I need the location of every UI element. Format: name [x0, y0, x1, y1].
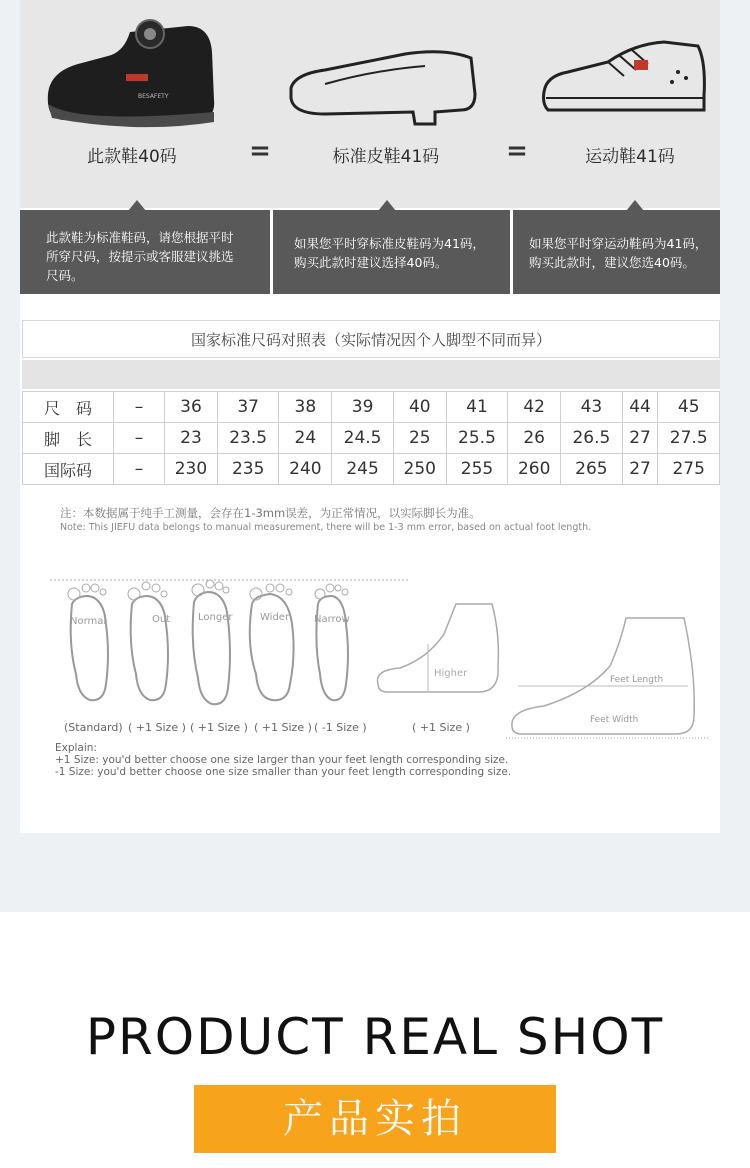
table-cell: 23.5: [217, 423, 278, 454]
note-1-line-2: 所穿尺码，按提示或客服建议挑选: [46, 249, 234, 264]
size-chart-title: 国家标准尺码对照表（实际情况因个人脚型不同而异）: [22, 320, 720, 358]
table-cell: 36: [165, 392, 218, 423]
section-headline: PRODUCT REAL SHOT: [85, 1008, 665, 1066]
safety-boot-image: [38, 12, 228, 130]
shoe-3-caption: 运动鞋41码: [585, 147, 675, 167]
table-cell: 25: [393, 423, 446, 454]
table-cell: 27: [622, 454, 658, 485]
row-dash: –: [114, 392, 165, 423]
table-cell: 240: [279, 454, 332, 485]
table-cell: 230: [165, 454, 218, 485]
caption-standard: (Standard): [64, 721, 123, 734]
caption-wider: ( +1 Size ): [254, 721, 312, 734]
foot-label-longer: Longer: [198, 612, 233, 623]
foot-label-higher: Higher: [434, 668, 468, 679]
table-cell: 260: [508, 454, 561, 485]
table-cell: 24: [279, 423, 332, 454]
foot-type-diagram: [48, 574, 712, 744]
note-panel-2: [273, 210, 510, 294]
table-row: [23, 423, 720, 454]
table-cell: 38: [279, 392, 332, 423]
table-cell: 23: [165, 423, 218, 454]
caption-higher: ( +1 Size ): [412, 721, 470, 734]
table-cell: 26: [508, 423, 561, 454]
table-cell: 24.5: [332, 423, 393, 454]
dress-shoe-outline: [285, 40, 485, 130]
table-cell: 26.5: [561, 423, 622, 454]
row-label: 尺 码: [23, 392, 114, 423]
note-2-line-2: 购买此款时建议选择40码。: [294, 255, 448, 270]
table-cell: 275: [658, 454, 720, 485]
foot-label-wider: Wider: [260, 612, 290, 623]
caption-out: ( +1 Size ): [128, 721, 186, 734]
shoe-1-caption: 此款鞋40码: [87, 147, 177, 167]
sneaker-outline: [538, 32, 710, 122]
table-cell: 255: [446, 454, 507, 485]
table-cell: 27.5: [658, 423, 720, 454]
feet-width-label: Feet Width: [590, 715, 639, 725]
table-cell: 235: [217, 454, 278, 485]
note-2-line-1: 如果您平时穿标准皮鞋码为41码，: [294, 236, 485, 251]
foot-label-out: Out: [152, 614, 171, 625]
note-panel-3: [513, 210, 720, 294]
table-cell: 44: [622, 392, 658, 423]
equals-sign-1: =: [249, 136, 271, 166]
disclaimer-cn: 注：本数据属于纯手工测量，会存在1-3mm误差，为正常情况，以实际脚长为准。: [60, 506, 481, 520]
disclaimer-en: Note: This JIEFU data belongs to manual measurement, there will be 1-3 mm error, based on actual foot length.: [60, 522, 592, 533]
explain-line-1: +1 Size: you'd better choose one size larger than your feet length corresponding size.: [55, 754, 509, 766]
explain-title: Explain:: [55, 742, 97, 754]
note-3-line-1: 如果您平时穿运动鞋码为41码，: [529, 236, 708, 251]
table-cell: 250: [393, 454, 446, 485]
table-cell: 41: [446, 392, 507, 423]
row-label: 脚 长: [23, 423, 114, 454]
table-row: [23, 392, 720, 423]
equals-sign-2: =: [506, 136, 528, 166]
table-cell: 27: [622, 423, 658, 454]
table-cell: 45: [658, 392, 720, 423]
table-cell: 245: [332, 454, 393, 485]
table-cell: 42: [508, 392, 561, 423]
shoe-2-caption: 标准皮鞋41码: [332, 147, 440, 167]
explain-block: [55, 742, 511, 778]
table-cell: 37: [217, 392, 278, 423]
foot-label-narrow: Narrow: [314, 614, 350, 625]
size-chart-table: [22, 391, 720, 485]
note-3-line-2: 购买此款时，建议您选40码。: [529, 255, 695, 270]
table-cell: 25.5: [446, 423, 507, 454]
row-dash: –: [114, 454, 165, 485]
row-label: 国际码: [23, 454, 114, 485]
table-row: [23, 454, 720, 485]
table-cell: 40: [393, 392, 446, 423]
note-panel-1: [20, 210, 270, 294]
caption-narrow: ( -1 Size ): [314, 721, 367, 734]
caption-longer: ( +1 Size ): [190, 721, 248, 734]
note-1-line-1: 此款鞋为标准鞋码，请您根据平时: [46, 230, 234, 245]
section-banner: 产品实拍: [194, 1085, 556, 1153]
feet-length-label: Feet Length: [610, 675, 664, 685]
brand-tag: BESAFETY: [138, 93, 169, 100]
foot-label-normal: Normal: [70, 616, 107, 627]
row-dash: –: [114, 423, 165, 454]
note-1-line-3: 尺码。: [46, 268, 84, 283]
table-cell: 265: [561, 454, 622, 485]
table-cell: 43: [561, 392, 622, 423]
table-cell: 39: [332, 392, 393, 423]
explain-line-2: -1 Size: you'd better choose one size smaller than your feet length corresponding size.: [55, 766, 512, 778]
size-chart-header-band: [22, 360, 720, 389]
